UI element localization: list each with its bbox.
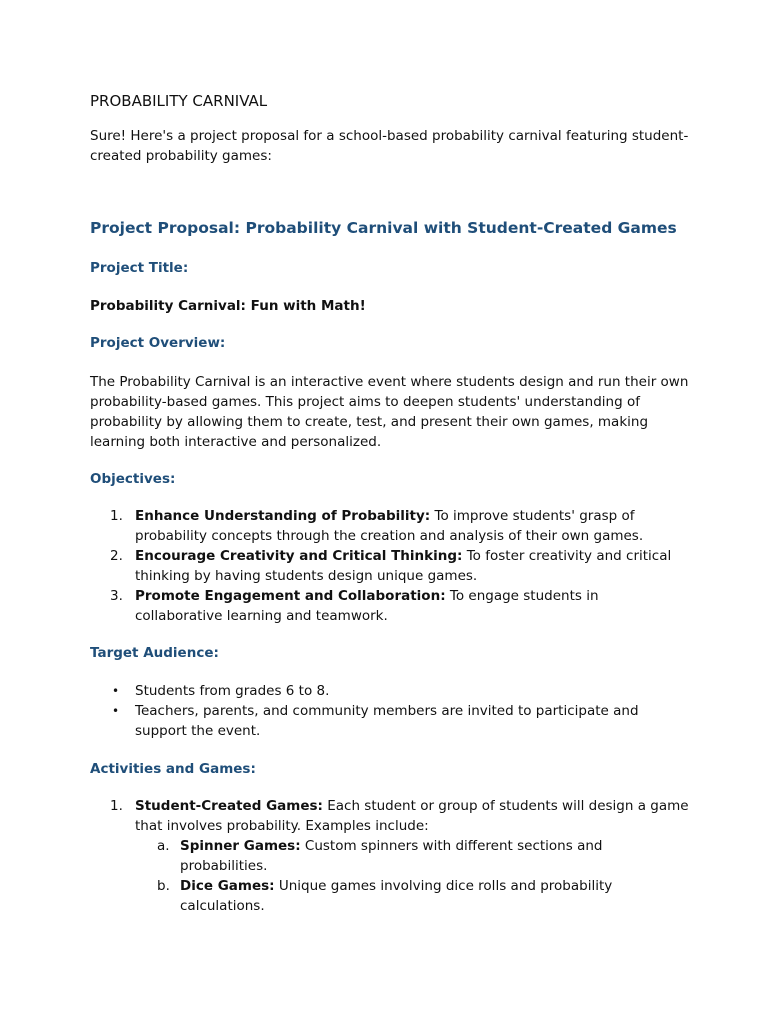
- list-marker: 2.: [110, 548, 123, 564]
- project-title-bold: Probability Carnival:: [90, 298, 246, 314]
- list-marker: 3.: [110, 588, 123, 604]
- proposal-heading: Project Proposal: Probability Carnival with Student-Created Games: [90, 219, 677, 237]
- objective-text: To improve students' grasp of probability concepts through the creation and analysis of their own games.: [135, 508, 644, 544]
- objective-text: To foster creativity and critical thinking by having students design unique games.: [135, 548, 672, 584]
- list-item: [90, 546, 690, 586]
- document-title: PROBABILITY CARNIVAL: [90, 92, 268, 110]
- subitem-text: Custom spinners with different sections and probabilities.: [180, 838, 603, 874]
- subitem-bold: Dice Games:: [180, 878, 275, 894]
- sublist-marker: b.: [157, 878, 170, 894]
- objective-bold: Encourage Creativity and Critical Thinking:: [135, 548, 463, 564]
- activity-text: Each student or group of students will design a game that involves probability. Examples include:: [135, 798, 689, 834]
- list-item: [90, 681, 690, 701]
- activities-label: Activities and Games:: [90, 761, 256, 777]
- activities-list: [90, 796, 690, 916]
- list-item: [90, 701, 690, 741]
- activity-bold: Student-Created Games:: [135, 798, 323, 814]
- objective-bold: Promote Engagement and Collaboration:: [135, 588, 446, 604]
- list-marker: 1.: [110, 798, 123, 814]
- overview-label: Project Overview:: [90, 335, 226, 351]
- project-title-label: Project Title:: [90, 260, 189, 276]
- objective-text: To engage students in collaborative learning and teamwork.: [135, 588, 599, 624]
- overview-paragraph: The Probability Carnival is an interactive event where students design and run their own probability-based games. This project aims to deepen students' understanding of probability by allowing them to create, test, and present their own games, making learning both interactive and personalized.: [90, 374, 689, 450]
- audience-text: Students from grades 6 to 8.: [135, 683, 330, 699]
- project-title-rest: Fun with Math!: [245, 298, 366, 314]
- audience-label: Target Audience:: [90, 645, 219, 661]
- bullet-marker: •: [112, 704, 120, 718]
- subitem-bold: Spinner Games:: [180, 838, 301, 854]
- objective-bold: Enhance Understanding of Probability:: [135, 508, 431, 524]
- list-item: [90, 586, 690, 626]
- sublist-item: [135, 876, 690, 916]
- sublist-marker: a.: [157, 838, 170, 854]
- bullet-marker: •: [112, 684, 120, 698]
- sublist-item: [135, 836, 690, 876]
- objectives-label: Objectives:: [90, 471, 176, 487]
- list-item: [90, 796, 690, 916]
- intro-paragraph: Sure! Here's a project proposal for a school-based probability carnival featuring student-created probability games:: [90, 128, 689, 164]
- list-marker: 1.: [110, 508, 123, 524]
- audience-list: [90, 681, 690, 741]
- list-item: [90, 506, 690, 546]
- activity-sublist: [135, 836, 690, 916]
- audience-text: Teachers, parents, and community members are invited to participate and support the event.: [135, 703, 639, 739]
- objectives-list: [90, 506, 690, 626]
- project-title-value: [90, 296, 690, 316]
- subitem-text: Unique games involving dice rolls and probability calculations.: [180, 878, 613, 914]
